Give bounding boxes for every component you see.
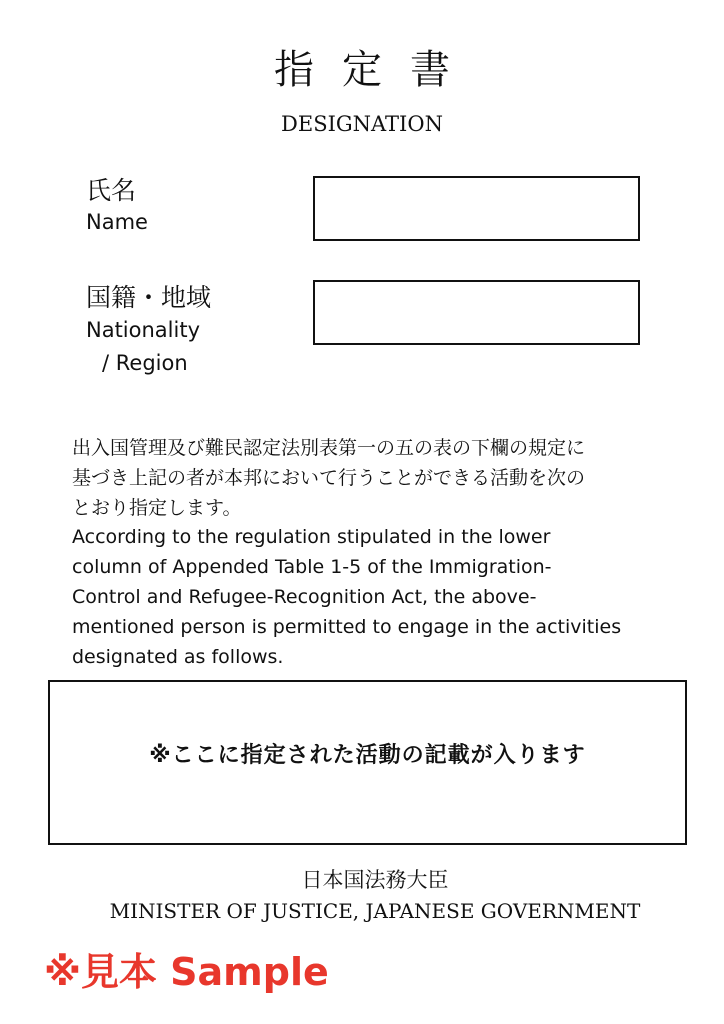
nationality-label-en-line1: Nationality [86, 318, 201, 342]
nationality-label-jp: 国籍・地域 [86, 283, 212, 312]
statement-en [72, 522, 672, 672]
document-title-jp: 指定書 [274, 47, 478, 93]
statement-jp-line: 基づき上記の者が本邦において行うことができる活動を次の [72, 467, 586, 489]
statement-jp-line: とおり指定します。 [72, 497, 242, 519]
statement-jp-line: 出入国管理及び難民認定法別表第一の五の表の下欄の規定に [72, 437, 586, 459]
designated-activity-box [48, 680, 687, 845]
nationality-value [315, 282, 638, 318]
statement-en-line: According to the regulation stipulated in the lower [72, 526, 551, 548]
name-label-en: Name [86, 210, 148, 234]
statement-jp [72, 433, 672, 523]
name-value [315, 178, 638, 214]
name-label-jp: 氏名 [86, 176, 137, 205]
nationality-field[interactable] [313, 280, 640, 345]
designated-activity-text: ※ここに指定された活動の記載が入ります [149, 743, 586, 768]
issuer-jp: 日本国法務大臣 [301, 868, 449, 892]
statement-en-line: designated as follows. [72, 646, 284, 668]
statement-en-line: Control and Refugee-Recognition Act, the above- [72, 586, 537, 608]
statement-en-line: column of Appended Table 1-5 of the Immigration- [72, 556, 552, 578]
name-field[interactable] [313, 176, 640, 241]
sample-mark: ※見本 Sample [44, 950, 329, 994]
nationality-label-en-line2: / Region [102, 351, 188, 375]
issuer-en: MINISTER OF JUSTICE, JAPANESE GOVERNMENT [109, 899, 641, 923]
document-title-en: DESIGNATION [281, 112, 443, 136]
statement-en-line: mentioned person is permitted to engage in the activities [72, 616, 622, 638]
